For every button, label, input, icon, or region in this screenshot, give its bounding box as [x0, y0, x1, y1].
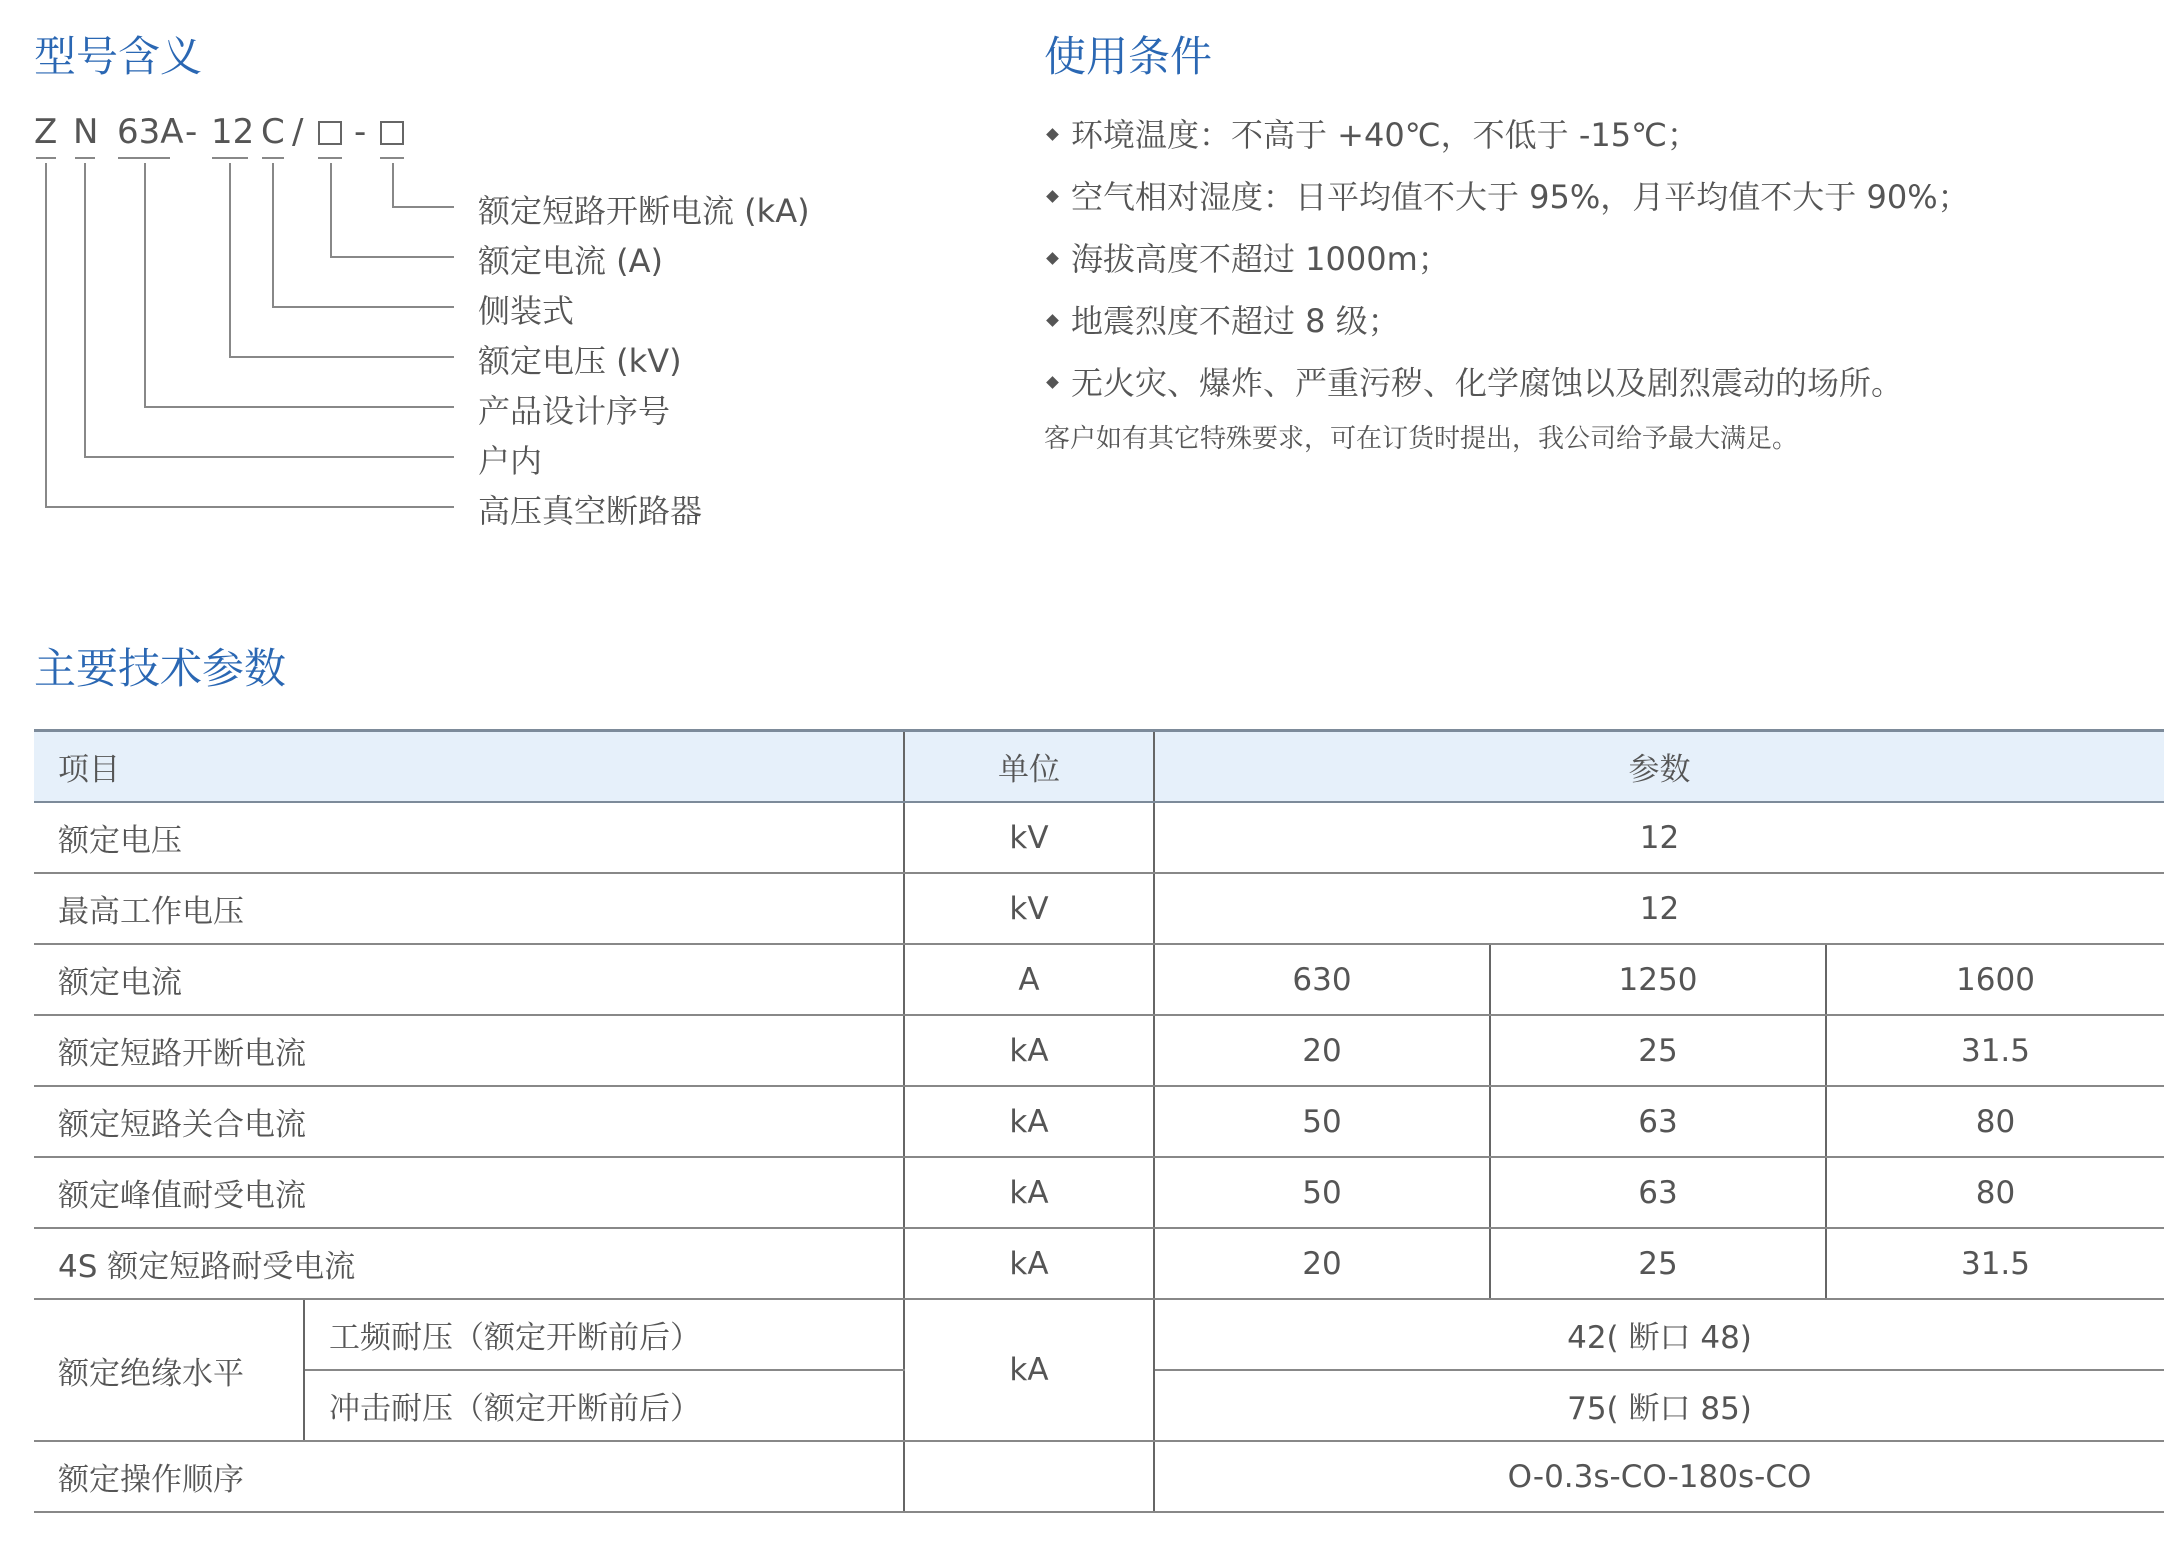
code-voltage: 12 [211, 112, 255, 152]
table-row [34, 1441, 2164, 1512]
condition-item [1044, 172, 1970, 218]
code-letter-z: Z [34, 112, 58, 152]
leader-63a [144, 163, 146, 408]
row-item: 额定绝缘水平 [34, 1299, 304, 1441]
legend-side-mounted: 侧装式 [478, 292, 575, 330]
row-value: 1600 [1826, 944, 2164, 1015]
row-unit [904, 1441, 1154, 1512]
row-value: 80 [1826, 1157, 2164, 1228]
conditions-section-title: 使用条件 [1044, 32, 1213, 81]
model-section-title: 型号含义 [34, 32, 203, 81]
row-value: 1250 [1490, 944, 1826, 1015]
row-item: 额定峰值耐受电流 [34, 1157, 904, 1228]
code-dash: - [185, 112, 198, 152]
row-value: 75( 断口 85) [1154, 1370, 2164, 1441]
row-value: 31.5 [1826, 1228, 2164, 1299]
row-value: 50 [1154, 1157, 1490, 1228]
code-dash-2: - [354, 112, 367, 152]
tick-n [75, 157, 95, 159]
hleader-5 [144, 406, 454, 408]
model-code-diagram [0, 0, 900, 540]
condition-item [1044, 358, 1903, 404]
row-value: 630 [1154, 944, 1490, 1015]
row-value: 42( 断口 48) [1154, 1299, 2164, 1370]
row-value: 25 [1490, 1228, 1826, 1299]
table-row [34, 1157, 2164, 1228]
legend-rated-voltage: 额定电压 (kV) [478, 342, 682, 380]
code-breaking-box [380, 121, 404, 145]
condition-item [1044, 234, 1450, 280]
condition-text: 地震烈度不超过 8 级； [1071, 302, 1400, 340]
code-letter-c: C [261, 112, 285, 152]
row-item: 额定电流 [34, 944, 904, 1015]
code-slash: / [292, 112, 304, 152]
row-item: 最高工作电压 [34, 873, 904, 944]
legend-indoor: 户内 [478, 442, 543, 480]
row-unit: kA [904, 1015, 1154, 1086]
condition-text: 无火灾、爆炸、严重污秽、化学腐蚀以及剧烈震动的场所。 [1071, 364, 1904, 402]
tick-box1 [318, 157, 342, 159]
table-row [34, 1228, 2164, 1299]
condition-text: 环境温度：不高于 +40℃，不低于 -15℃； [1071, 116, 1700, 154]
row-unit: kV [904, 873, 1154, 944]
params-section-title: 主要技术参数 [34, 644, 287, 693]
header-item: 项目 [34, 731, 904, 803]
tick-63a [118, 157, 170, 159]
row-item: 额定操作顺序 [34, 1441, 904, 1512]
row-value: 63 [1490, 1086, 1826, 1157]
diamond-bullet-icon [1046, 128, 1059, 141]
row-item: 额定电压 [34, 802, 904, 873]
tick-z [36, 157, 56, 159]
params-table [34, 729, 2164, 1513]
row-value: 20 [1154, 1228, 1490, 1299]
diamond-bullet-icon [1046, 314, 1059, 327]
hleader-2 [330, 256, 454, 258]
code-current-box [318, 121, 342, 145]
hleader-6 [84, 456, 454, 458]
condition-item [1044, 110, 1699, 156]
row-item: 额定短路关合电流 [34, 1086, 904, 1157]
row-value: 25 [1490, 1015, 1826, 1086]
row-unit: kA [904, 1086, 1154, 1157]
diamond-bullet-icon [1046, 252, 1059, 265]
header-unit: 单位 [904, 731, 1154, 803]
row-value: 50 [1154, 1086, 1490, 1157]
tick-c [262, 157, 284, 159]
table-header-row [34, 731, 2164, 803]
row-unit: kA [904, 1157, 1154, 1228]
row-unit: A [904, 944, 1154, 1015]
table-row [34, 1299, 2164, 1370]
table-row [34, 944, 2164, 1015]
leader-box1 [330, 163, 332, 258]
table-row [34, 873, 2164, 944]
hleader-1 [392, 206, 454, 208]
row-unit: kV [904, 802, 1154, 873]
hleader-3 [272, 306, 454, 308]
row-subitem: 冲击耐压（额定开断前后） [304, 1370, 904, 1441]
table-row [34, 802, 2164, 873]
tick-12 [212, 157, 248, 159]
code-series: 63A [117, 112, 184, 152]
conditions-note: 客户如有其它特殊要求，可在订货时提出，我公司给予最大满足。 [1044, 424, 1799, 454]
row-unit: kA [904, 1299, 1154, 1441]
row-value: 63 [1490, 1157, 1826, 1228]
legend-breaker-type: 高压真空断路器 [478, 492, 703, 530]
legend-breaking-current: 额定短路开断电流 (kA) [478, 192, 810, 230]
condition-item [1044, 296, 1400, 342]
table-row [34, 1086, 2164, 1157]
header-params: 参数 [1154, 731, 2164, 803]
leader-12 [229, 163, 231, 358]
leader-z [45, 163, 47, 508]
row-value: 31.5 [1826, 1015, 2164, 1086]
row-item: 额定短路开断电流 [34, 1015, 904, 1086]
row-item: 4S 额定短路耐受电流 [34, 1228, 904, 1299]
row-value: 12 [1154, 873, 2164, 944]
row-value: 80 [1826, 1086, 2164, 1157]
row-unit: kA [904, 1228, 1154, 1299]
diamond-bullet-icon [1046, 190, 1059, 203]
legend-design-number: 产品设计序号 [478, 392, 671, 430]
leader-c [272, 163, 274, 308]
leader-box2 [392, 163, 394, 208]
legend-rated-current: 额定电流 (A) [478, 242, 664, 280]
row-value: 12 [1154, 802, 2164, 873]
row-value: 20 [1154, 1015, 1490, 1086]
tick-box2 [380, 157, 404, 159]
hleader-7 [45, 506, 454, 508]
condition-text: 空气相对湿度：日平均值不大于 95%，月平均值不大于 90%； [1071, 178, 1970, 216]
row-value: O-0.3s-CO-180s-CO [1154, 1441, 2164, 1512]
condition-text: 海拔高度不超过 1000m； [1071, 240, 1450, 278]
row-subitem: 工频耐压（额定开断前后） [304, 1299, 904, 1370]
table-row [34, 1015, 2164, 1086]
leader-n [84, 163, 86, 458]
hleader-4 [229, 356, 454, 358]
diamond-bullet-icon [1046, 376, 1059, 389]
code-letter-n: N [73, 112, 99, 152]
